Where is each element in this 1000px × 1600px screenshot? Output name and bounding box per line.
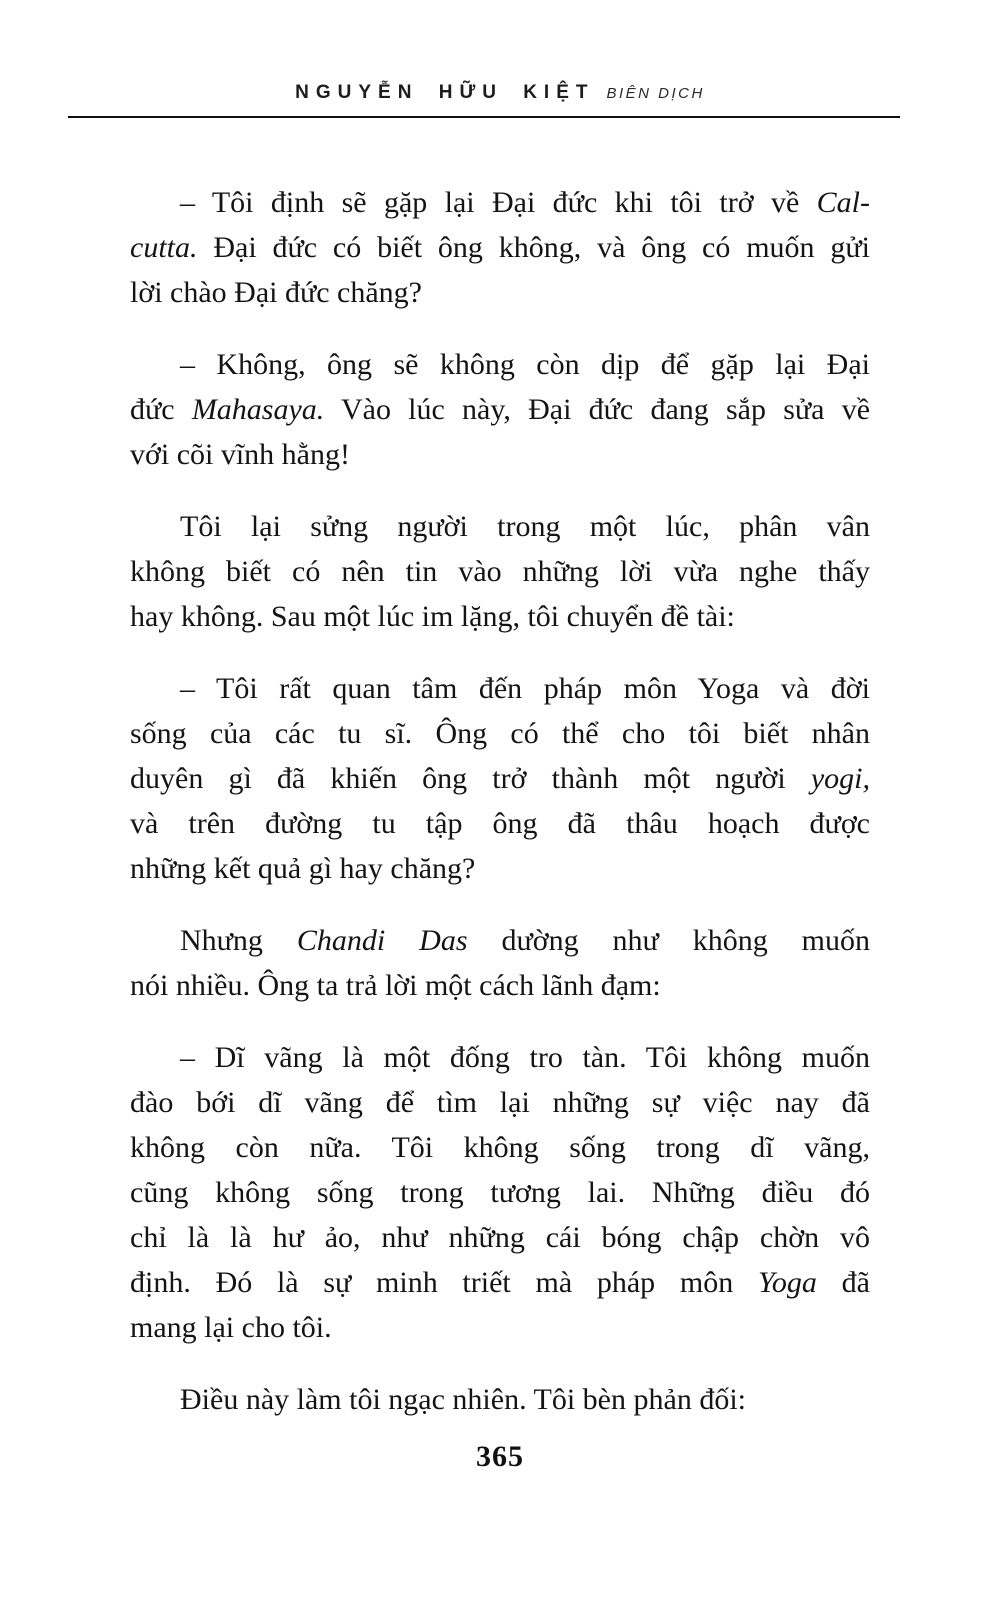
text-segment: định. Đó là sự minh triết mà pháp môn xyxy=(130,1266,758,1299)
text-segment: đã xyxy=(816,1266,870,1299)
text-line xyxy=(130,387,870,432)
text-line xyxy=(130,1305,870,1350)
italic-text: Chandi Das xyxy=(296,924,468,957)
paragraph xyxy=(130,1377,870,1422)
text-line xyxy=(130,756,870,801)
text-segment: với cõi vĩnh hằng! xyxy=(130,438,350,471)
text-line xyxy=(130,666,870,711)
paragraph xyxy=(130,504,870,639)
text-segment: lời chào Đại đức chăng? xyxy=(130,276,423,309)
text-line xyxy=(130,846,870,891)
text-line xyxy=(130,1080,870,1125)
text-line xyxy=(130,225,870,270)
text-segment: không biết có nên tin vào những lời vừa nghe thấy xyxy=(130,555,870,588)
paragraph xyxy=(130,180,870,315)
text-line xyxy=(130,1170,870,1215)
text-segment: Nhưng xyxy=(180,924,297,957)
author-name: NGUYỄN HỮU KIỆT xyxy=(295,82,595,103)
text-segment: đào bới dĩ vãng để tìm lại những sự việc nay đã xyxy=(130,1086,870,1119)
text-line xyxy=(130,270,870,315)
text-segment: chỉ là là hư ảo, như những cái bóng chập chờn vô xyxy=(130,1221,870,1254)
text-segment: dường như không muốn xyxy=(467,924,871,957)
text-segment: – Dĩ vãng là một đống tro tàn. Tôi không muốn xyxy=(180,1041,870,1074)
italic-text: cutta. xyxy=(130,231,198,264)
paragraph xyxy=(130,918,870,1008)
paragraph xyxy=(130,342,870,477)
text-segment: – Tôi định sẽ gặp lại Đại đức khi tôi trở về xyxy=(180,186,817,219)
italic-text: Yoga xyxy=(758,1266,817,1299)
running-header xyxy=(0,82,1000,104)
text-line xyxy=(130,1035,870,1080)
italic-text: yogi, xyxy=(810,762,870,795)
text-line xyxy=(130,918,870,963)
text-segment: và trên đường tu tập ông đã thâu hoạch được xyxy=(130,807,870,840)
text-segment: Điều này làm tôi ngạc nhiên. Tôi bèn phản đối: xyxy=(180,1383,746,1416)
text-segment: cũng không sống trong tương lai. Những điều đó xyxy=(130,1176,870,1209)
text-line xyxy=(130,711,870,756)
text-line xyxy=(130,1125,870,1170)
header-divider-rule xyxy=(68,116,900,118)
text-segment: đức xyxy=(130,393,192,426)
text-segment: Tôi lại sửng người trong một lúc, phân vân xyxy=(180,510,870,543)
text-segment: không còn nữa. Tôi không sống trong dĩ vãng, xyxy=(130,1131,870,1164)
italic-text: Mahasaya. xyxy=(191,393,325,426)
page-body xyxy=(130,180,870,1449)
text-segment: – Không, ông sẽ không còn dịp để gặp lại Đại xyxy=(180,348,870,381)
text-line xyxy=(130,180,870,225)
page-number: 365 xyxy=(476,1440,524,1473)
paragraph xyxy=(130,666,870,891)
text-line xyxy=(130,1377,870,1422)
text-segment: Vào lúc này, Đại đức đang sắp sửa về xyxy=(324,393,871,426)
text-line xyxy=(130,432,870,477)
italic-text: Cal- xyxy=(816,186,870,219)
translator-role: BIÊN DỊCH xyxy=(606,85,705,102)
text-segment: duyên gì đã khiến ông trở thành một người xyxy=(130,762,811,795)
text-segment: hay không. Sau một lúc im lặng, tôi chuyển đề tài: xyxy=(130,600,735,633)
text-line xyxy=(130,1260,870,1305)
text-line xyxy=(130,549,870,594)
text-line xyxy=(130,342,870,387)
text-segment: nói nhiều. Ông ta trả lời một cách lãnh đạm: xyxy=(130,969,661,1002)
text-segment: mang lại cho tôi. xyxy=(130,1311,332,1344)
text-segment: những kết quả gì hay chăng? xyxy=(130,852,476,885)
text-line xyxy=(130,801,870,846)
text-segment: Đại đức có biết ông không, và ông có muốn gửi xyxy=(197,231,870,264)
paragraph xyxy=(130,1035,870,1350)
text-line xyxy=(130,963,870,1008)
text-segment: sống của các tu sĩ. Ông có thể cho tôi biết nhân xyxy=(130,717,870,750)
text-segment: – Tôi rất quan tâm đến pháp môn Yoga và đời xyxy=(180,672,870,705)
text-line xyxy=(130,1215,870,1260)
text-line xyxy=(130,594,870,639)
text-line xyxy=(130,504,870,549)
